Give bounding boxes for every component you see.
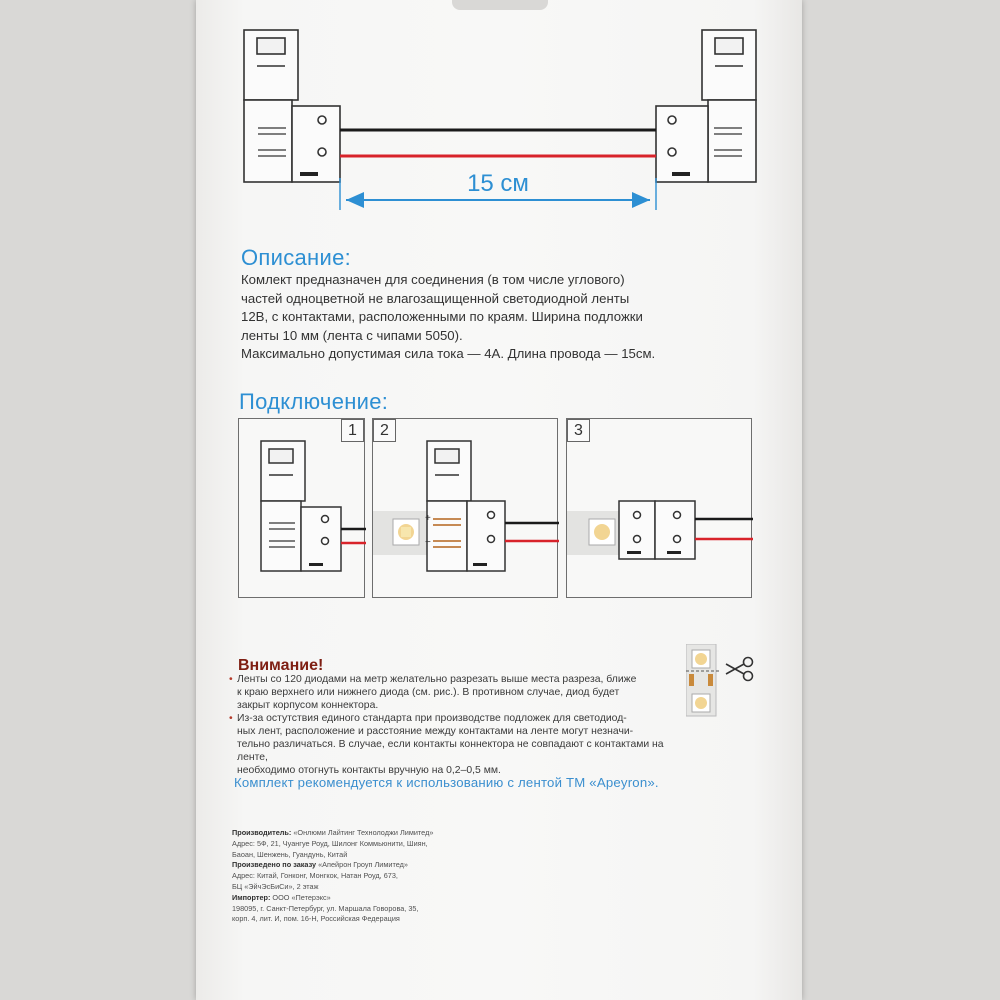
ordered-name: «Апейрон Гроуп Лимитед» — [318, 860, 408, 870]
description-text — [241, 271, 761, 364]
warning-item: • Из-за остутствия единого стандарта при производстве подложек для светодиод- ных лент, расположение и расстояние между контактами на ленте могут незначи- тельно различаться. В случае, если контакты коннектора не совпадают с контактами на ленте, необходимо отогнуть контакты вручную на 0,2–0,5 мм. — [229, 713, 664, 776]
description-line: Максимально допустимая сила тока — 4А. Длина провода — 15см. — [241, 346, 656, 361]
step-2-box — [372, 418, 558, 598]
left-connector — [244, 30, 340, 182]
minus-sign: − — [425, 537, 431, 548]
connection-heading: Подключение: — [239, 389, 389, 414]
step-3-illustration — [567, 419, 753, 599]
step-3-box — [566, 418, 752, 598]
warning-text — [230, 673, 690, 777]
step-number: 1 — [341, 419, 364, 442]
step-2-illustration — [373, 419, 559, 599]
legal-info: Производитель: «Онлюми Лайтинг Технолоджи Лимитед» Адрес: 5Ф, 21, Чуангуе Роуд, Шилонг Коммьюнити, Шиян, Баоан, Шенжень, Гуандунь, Китай Произведено по заказу «Апейрон Гроуп Лимитед» Адрес: Китай, Гонконг, Монгкок, Натан Роуд, 673, БЦ «ЭйчЭсБиСи», 2 этаж Импортер: ООО «Петерэкс» 198095, г. Санкт-Петербург, ул. Маршала Говорова, 35, корп. 4, лит. И, пом. 16-Н, Российская Федерация — [232, 828, 434, 924]
warning-title: Внимание! — [238, 657, 324, 674]
description-line: 12В, с контактами, расположенными по краям. Ширина подложки — [241, 309, 643, 324]
right-connector — [656, 30, 756, 182]
step-1-illustration — [239, 419, 366, 599]
manufacturer-label: Производитель: — [232, 828, 292, 837]
plus-sign: + — [425, 513, 431, 524]
bullet-icon: • — [229, 674, 233, 685]
warning-item: • Ленты со 120 диодами на метр желательно разрезать выше места разреза, ближе к краю верхнего или нижнего диода (см. рис.). В противном случае, диод будет закрыт корпусом коннектора. — [229, 674, 637, 711]
ordered-label: Произведено по заказу — [232, 860, 317, 870]
connector-diagram — [0, 0, 1000, 240]
manufacturer-name: «Онлюми Лайтинг Технолоджи Лимитед» — [293, 828, 434, 837]
step-number: 2 — [373, 419, 396, 442]
description-line: Комлект предназначен для соединения (в том числе углового) — [241, 272, 625, 287]
recommendation-text: Комплект рекомендуется к использованию с лентой ТМ «Apeyron». — [234, 775, 659, 790]
length-label: 15 см — [467, 170, 529, 197]
importer-label: Импортер: — [232, 892, 271, 902]
bullet-icon: • — [229, 713, 233, 724]
description-heading: Описание: — [241, 245, 352, 270]
step-1-box — [238, 418, 365, 598]
scissors-icon — [724, 656, 754, 682]
importer-name: ООО «Петерэкс» — [272, 892, 331, 902]
description-line: ленты 10 мм (лента с чипами 5050). — [241, 327, 463, 343]
description-line: частей одноцветной не влагозащищенной светодиодной ленты — [241, 290, 630, 306]
step-number: 3 — [567, 419, 590, 442]
